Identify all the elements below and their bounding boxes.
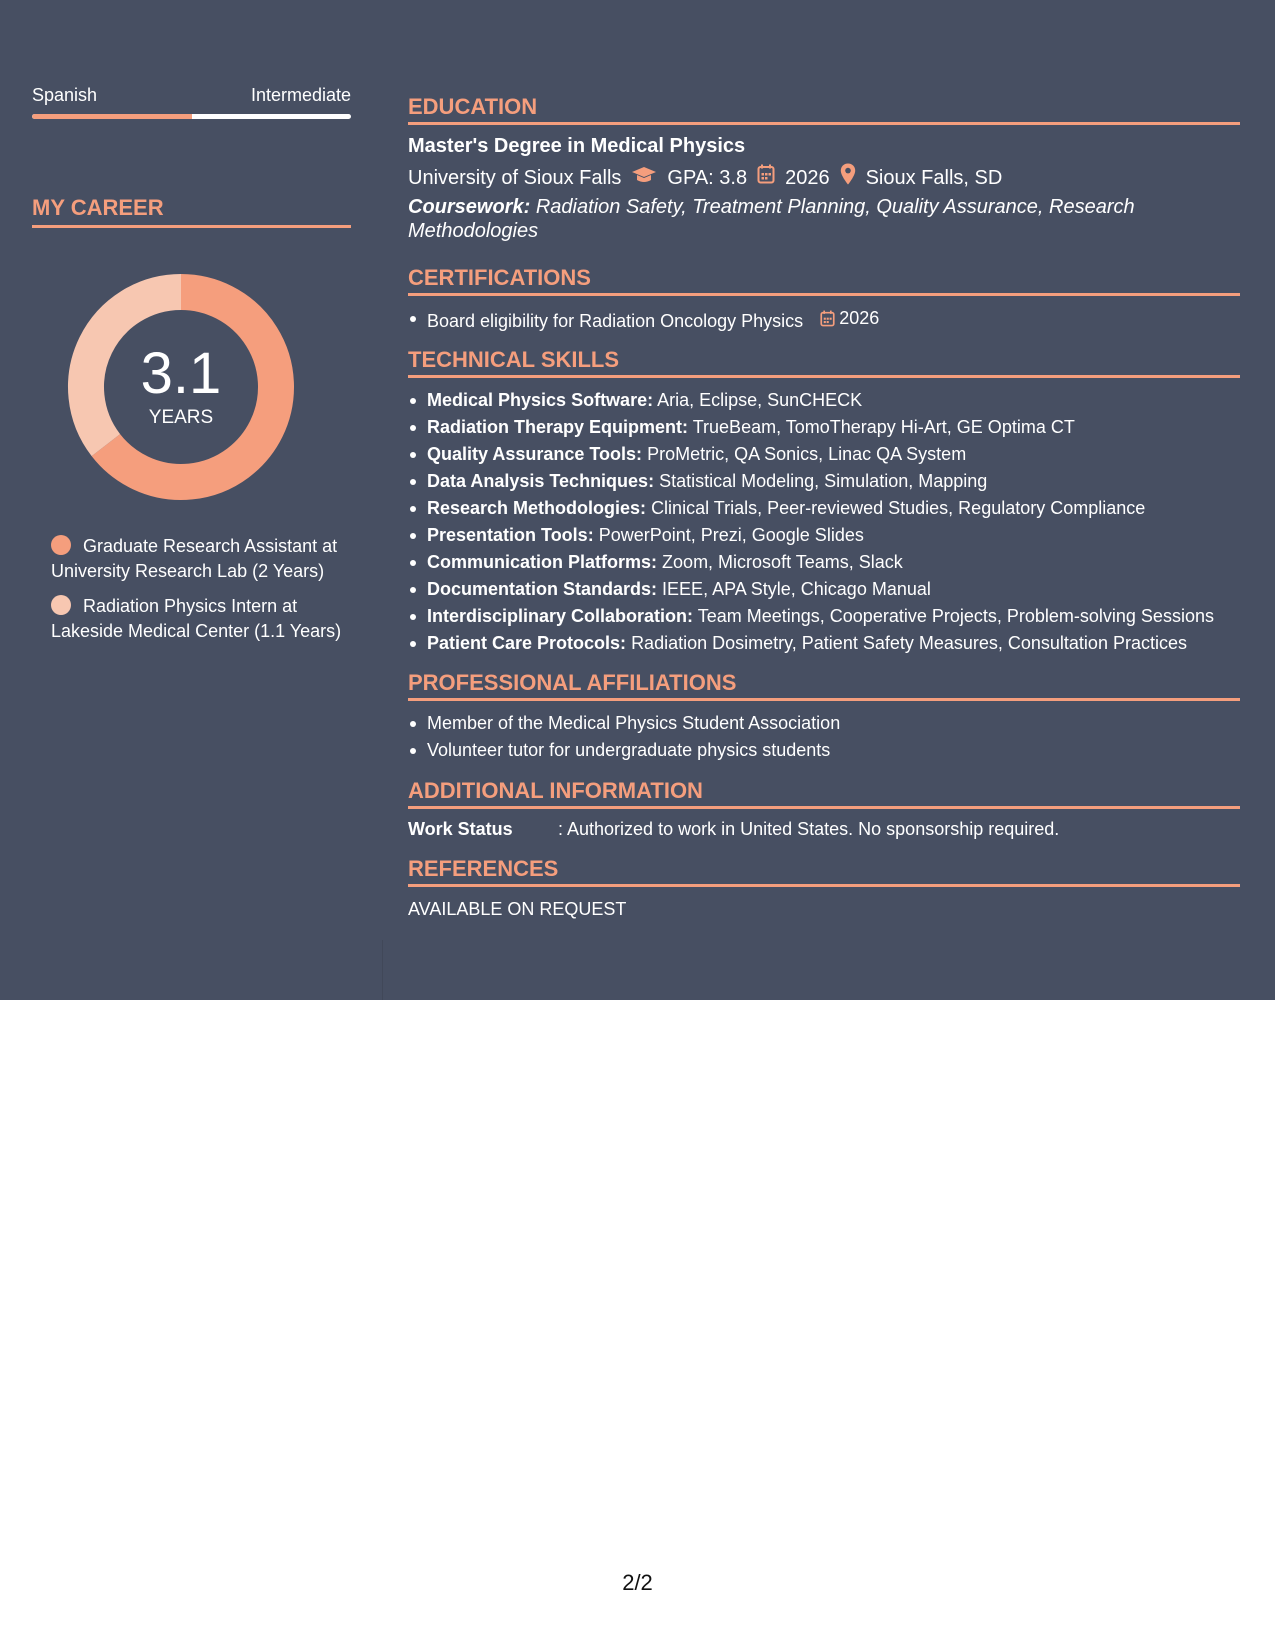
school-location: Sioux Falls, SD (865, 166, 1003, 189)
skill-item (408, 630, 1240, 657)
school-name: University of Sioux Falls (408, 166, 622, 189)
language-proficiency-bar (32, 114, 351, 119)
additional-heading: ADDITIONAL INFORMATION (408, 778, 1240, 809)
graduation-year: 2026 (785, 166, 830, 189)
skill-category: Data Analysis Techniques: (427, 471, 655, 491)
calendar-icon (757, 164, 775, 191)
career-legend-item (51, 534, 351, 583)
skill-values: Aria, Eclipse, SunCHECK (657, 390, 863, 410)
skill-item (408, 576, 1240, 603)
skill-item (408, 387, 1240, 414)
education-section (408, 94, 1240, 243)
skills-list (408, 387, 1240, 657)
sidebar (32, 84, 351, 654)
skill-item (408, 549, 1240, 576)
skill-category: Patient Care Protocols: (427, 633, 627, 653)
work-status-label: Work Status (408, 819, 513, 839)
career-legend-item (51, 594, 351, 643)
skill-category: Documentation Standards: (427, 579, 658, 599)
skill-values: Radiation Dosimetry, Patient Safety Measures, Consultation Practices (631, 633, 1187, 653)
skill-category: Communication Platforms: (427, 552, 658, 572)
skill-values: Clinical Trials, Peer-reviewed Studies, Regulatory Compliance (651, 498, 1146, 518)
certification-year: 2026 (839, 308, 880, 328)
certifications-section (408, 265, 1240, 335)
language-name: Spanish (32, 85, 98, 105)
affiliations-heading: PROFESSIONAL AFFILIATIONS (408, 670, 1240, 701)
career-legend (32, 534, 351, 643)
references-text: AVAILABLE ON REQUEST (408, 899, 627, 919)
skill-item (408, 495, 1240, 522)
skill-item (408, 441, 1240, 468)
skill-category: Presentation Tools: (427, 525, 594, 545)
skill-category: Medical Physics Software: (427, 390, 654, 410)
main-content (408, 94, 1240, 930)
skill-item (408, 522, 1240, 549)
career-total-unit: YEARS (148, 407, 214, 428)
skill-values: Statistical Modeling, Simulation, Mapping (659, 471, 988, 491)
references-section (408, 856, 1240, 920)
education-details (408, 163, 1240, 192)
career-total-years: 3.1 (140, 341, 222, 406)
skills-section (408, 347, 1240, 657)
career-legend-label: Graduate Research Assistant at University Research Lab (2 Years) (51, 536, 338, 581)
education-heading: EDUCATION (408, 94, 1240, 125)
skill-category: Research Methodologies: (427, 498, 647, 518)
skill-values: IEEE, APA Style, Chicago Manual (662, 579, 931, 599)
skills-heading: TECHNICAL SKILLS (408, 347, 1240, 378)
certification-name: Board eligibility for Radiation Oncology Physics (427, 311, 804, 331)
page-number: 2/2 (622, 1570, 653, 1595)
skill-values: PowerPoint, Prezi, Google Slides (598, 525, 864, 545)
graduation-cap-icon (631, 165, 657, 191)
coursework-list: Radiation Safety, Treatment Planning, Quality Assurance, Research Methodologies (408, 196, 1135, 242)
affiliation-item: Member of the Medical Physics Student Association (408, 710, 1240, 737)
skill-item (408, 603, 1240, 630)
column-divider (382, 940, 383, 1000)
skill-values: ProMetric, QA Sonics, Linac QA System (647, 444, 967, 464)
location-pin-icon (840, 163, 856, 192)
skill-item (408, 414, 1240, 441)
additional-section (408, 778, 1240, 840)
legend-dot-icon (51, 595, 71, 615)
work-status-value: : Authorized to work in United States. No sponsorship required. (558, 819, 1060, 839)
language-proficiency-fill (32, 114, 192, 119)
certification-date (820, 305, 879, 332)
gpa: GPA: 3.8 (667, 166, 748, 189)
skill-values: Zoom, Microsoft Teams, Slack (662, 552, 903, 572)
certification-item (408, 305, 1240, 335)
affiliations-section (408, 670, 1240, 764)
skill-category: Quality Assurance Tools: (427, 444, 643, 464)
affiliations-list (408, 710, 1240, 764)
work-status-row (408, 818, 1240, 840)
donut-center (66, 272, 296, 502)
coursework-label: Coursework: (408, 196, 531, 218)
career-donut-chart (66, 272, 296, 502)
career-legend-label: Radiation Physics Intern at Lakeside Medical Center (1.1 Years) (51, 596, 342, 641)
skill-category: Interdisciplinary Collaboration: (427, 606, 694, 626)
certifications-heading: CERTIFICATIONS (408, 265, 1240, 296)
language-row (32, 84, 351, 106)
career-heading: MY CAREER (32, 195, 351, 228)
degree-title: Master's Degree in Medical Physics (408, 135, 746, 157)
skill-category: Radiation Therapy Equipment: (427, 417, 689, 437)
legend-dot-icon (51, 535, 71, 555)
calendar-icon (820, 310, 835, 327)
skill-item (408, 468, 1240, 495)
skill-values: Team Meetings, Cooperative Projects, Problem-solving Sessions (697, 606, 1214, 626)
language-level: Intermediate (250, 85, 351, 105)
coursework (408, 195, 1240, 243)
affiliation-item: Volunteer tutor for undergraduate physics students (408, 737, 1240, 764)
references-heading: REFERENCES (408, 856, 1240, 887)
skill-values: TrueBeam, TomoTherapy Hi-Art, GE Optima CT (692, 417, 1075, 437)
certifications-list (408, 305, 1240, 335)
